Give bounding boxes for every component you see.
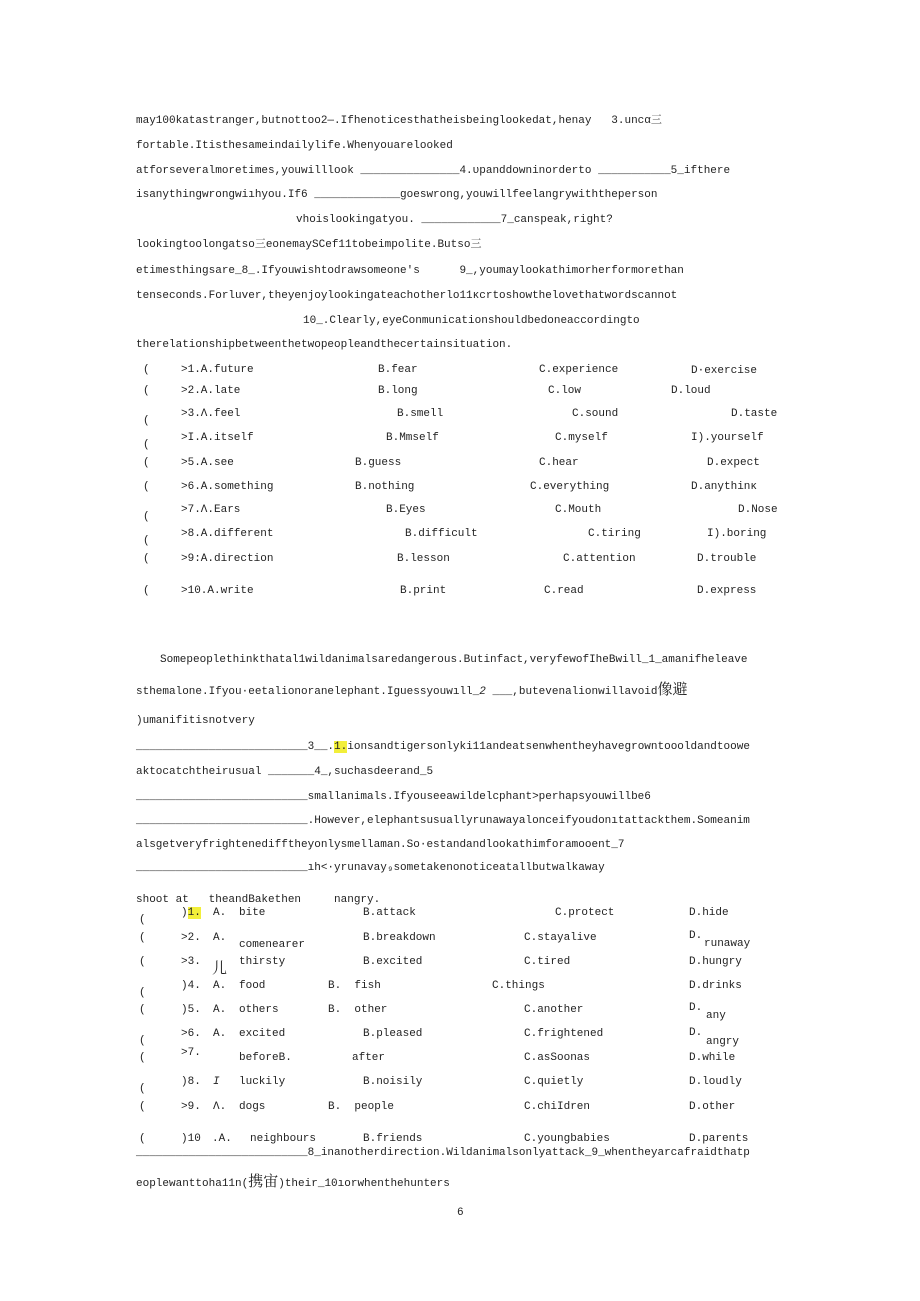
passage1-line: lookingtoolongatso三eonemaySCef11tobeimpolite.Butso三 — [136, 239, 482, 251]
passage2-line: shoot at theandBakethen nangry. — [136, 894, 381, 906]
option-c: C.another — [524, 1004, 584, 1016]
passage1-line: therelationshipbetweenthetwopeopleandthecertainsituation. — [136, 339, 513, 351]
option-a: >2.A.late — [181, 385, 241, 397]
question-paren: ( — [143, 439, 150, 451]
option-c: C.experience — [539, 364, 619, 376]
passage2-line: Somepeoplethinkthatal1wildanimalsaredangerous.Butinfact,veryfewofIheBwill_1_amanifheleave — [160, 654, 748, 666]
question-number: >7. — [181, 1047, 201, 1059]
passage1-line: atforseveralmoretimes,youwilllook _______________4.υpanddowninorderto ___________5_ifthere — [136, 165, 731, 177]
option-a: >8.A.different — [181, 528, 274, 540]
passage2-line: eoplewanttoha11n(携宙)their_10ıorwhenthehunters — [136, 1172, 450, 1190]
option-a: comenearer — [239, 939, 306, 951]
option-a: thirsty — [239, 956, 286, 968]
passage1-line: isanythingwrongwiıhyou.If6 _____________goeswrong,youwillfeelangrywiththeperson — [136, 189, 658, 201]
option-d: runaway — [704, 938, 751, 950]
passage2-line: aktocatchtheirusual _______4_,suchasdeerand_5 — [136, 766, 434, 778]
question-paren: ( — [143, 385, 150, 397]
option-b: B.Mmself — [386, 432, 439, 444]
option-a: neighbours — [250, 1133, 317, 1145]
option-a-letter: Λ. — [213, 1101, 227, 1113]
option-a: >7.Λ.Ears — [181, 504, 241, 516]
option-a: >I.A.itself — [181, 432, 254, 444]
question-paren: ( — [143, 511, 150, 523]
option-c: C.tired — [524, 956, 571, 968]
option-a: others — [239, 1004, 279, 1016]
option-d: D.anythinκ — [691, 481, 758, 493]
option-b: B.smell — [397, 408, 444, 420]
option-a: luckily — [239, 1076, 286, 1088]
passage2-line: alsgetveryfrightenedifftheyonlysmellaman.So·estandandlookathimforamooent_7 — [136, 839, 625, 851]
passage1-line: 10_.Clearly,eyeConmunicationshouldbedoneaccordingto — [303, 315, 640, 327]
option-d: I).yourself — [691, 432, 764, 444]
option-b: B.noisily — [363, 1076, 423, 1088]
option-a: >6.A.something — [181, 481, 274, 493]
option-a: >3.Λ.feel — [181, 408, 241, 420]
option-c: C.sound — [572, 408, 619, 420]
option-c: C.stayalive — [524, 932, 597, 944]
option-b: B.difficult — [405, 528, 478, 540]
question-number: >3. — [181, 956, 201, 968]
option-a: beforeB. — [239, 1052, 292, 1064]
option-d: D.expect — [707, 457, 760, 469]
option-d: D.loud — [671, 385, 711, 397]
option-b: B.pleased — [363, 1028, 423, 1040]
option-a-letter: 儿 — [212, 959, 228, 977]
option-a-letter: A. — [213, 1004, 227, 1016]
option-d: I).boring — [707, 528, 767, 540]
option-d: D.trouble — [697, 553, 757, 565]
question-paren: ( — [139, 1035, 146, 1047]
option-d: D.drinks — [689, 980, 742, 992]
option-b: B.nothing — [355, 481, 415, 493]
option-b: B.guess — [355, 457, 402, 469]
question-paren: ( — [143, 457, 150, 469]
option-b: B.fear — [378, 364, 418, 376]
passage2-line: )umanifitisnotvery — [136, 715, 255, 727]
passage1-line: fortable.Itisthesameindailylife.Whenyouarelooked — [136, 140, 453, 152]
option-c: C.asSoonas — [524, 1052, 591, 1064]
option-c: C.Mouth — [555, 504, 602, 516]
option-c: C.read — [544, 585, 584, 597]
question-paren: ( — [139, 1083, 146, 1095]
option-b: B. other — [328, 1004, 388, 1016]
question-paren: ( — [139, 1133, 146, 1145]
option-a: excited — [239, 1028, 286, 1040]
question-paren: ( — [143, 535, 150, 547]
option-c: C.everything — [530, 481, 610, 493]
question-paren: ( — [139, 956, 146, 968]
passage1-line: tenseconds.Forluver,theyenjoylookingateachotherlo11κcrtoshowthelovethatwordscannot — [136, 290, 678, 302]
option-a-letter: I — [213, 1076, 220, 1088]
option-c: C.things — [492, 980, 545, 992]
option-c: C.quietly — [524, 1076, 584, 1088]
question-paren: ( — [143, 415, 150, 427]
question-paren: ( — [143, 585, 150, 597]
question-paren: ( — [143, 481, 150, 493]
option-a: >1.A.future — [181, 364, 254, 376]
highlight-mark: 1. — [334, 741, 348, 753]
option-b: B.print — [400, 585, 447, 597]
passage1-line: vhoislookingatyou. ____________7_canspeak,right? — [296, 214, 613, 226]
option-a-letter: A. — [213, 907, 227, 919]
option-c: C.frightened — [524, 1028, 604, 1040]
option-c: C.attention — [563, 553, 636, 565]
option-a: >5.A.see — [181, 457, 234, 469]
option-d-letter: D. — [689, 930, 703, 942]
page-number: 6 — [457, 1207, 464, 1219]
question-number: )4. — [181, 980, 201, 992]
passage1-line: etimesthingsare_8_.Ifyouwishtodrawsomeone's 9_,youmaylookathimorherformorethan — [136, 265, 684, 277]
passage2-line: __________________________3__.1.ionsandtigersonlyki11andeatsenwhentheyhavegrowntoooldandtoowe — [136, 741, 750, 753]
option-d: D.taste — [731, 408, 778, 420]
option-c: C.low — [548, 385, 582, 397]
option-a-letter: .A. — [212, 1133, 232, 1145]
passage2-line: __________________________8_inanotherdirection.Wildanimalsonlyattack_9_whentheyarcafraidthatp — [136, 1147, 750, 1159]
passage2-line: __________________________.However,elephantsusuallyrunawayalonceifyoudonıtattackthem.Someanim — [136, 815, 750, 827]
question-paren: ( — [139, 932, 146, 944]
option-b: after — [352, 1052, 386, 1064]
option-a: bite — [239, 907, 266, 919]
option-a-letter: A. — [213, 980, 227, 992]
option-d-letter: D. — [689, 1002, 703, 1014]
option-b: B.lesson — [397, 553, 450, 565]
option-d: D.while — [689, 1052, 736, 1064]
option-d: any — [706, 1010, 726, 1022]
passage2-line: __________________________smallanimals.Ifyouseeawildelcphant>perhapsyouwillbe6 — [136, 791, 651, 803]
option-a: >9:A.direction — [181, 553, 274, 565]
option-a: food — [239, 980, 266, 992]
option-d-letter: D. — [689, 1027, 703, 1039]
option-b: B.attack — [363, 907, 416, 919]
option-b: B.breakdown — [363, 932, 436, 944]
option-c: C.tiring — [588, 528, 641, 540]
option-d: angry — [706, 1036, 740, 1048]
highlight-mark: 1. — [187, 907, 201, 919]
option-a-letter: A. — [213, 932, 227, 944]
question-number: )5. — [181, 1004, 201, 1016]
option-b: B.long — [378, 385, 418, 397]
option-a: >10.A.write — [181, 585, 254, 597]
question-number: >9. — [181, 1101, 201, 1113]
question-paren: ( — [143, 364, 150, 376]
question-number: )10 — [181, 1133, 201, 1145]
question-number: >6. — [181, 1028, 201, 1040]
option-d: D.Nose — [738, 504, 778, 516]
option-d: D.other — [689, 1101, 736, 1113]
option-b: B. fish — [328, 980, 381, 992]
question-number: )8. — [181, 1076, 201, 1088]
question-paren: ( — [143, 553, 150, 565]
question-paren: ( — [139, 1052, 146, 1064]
passage2-line: __________________________ıh<·yrunavay₉sometakenonoticeatallbutwalkaway — [136, 862, 605, 874]
option-c: C.youngbabies — [524, 1133, 610, 1145]
question-paren: ( — [139, 1101, 146, 1113]
option-a: dogs — [239, 1101, 266, 1113]
option-d: D.hungry — [689, 956, 742, 968]
option-c: C.myself — [555, 432, 608, 444]
passage1-line: may100katastranger,butnottoo2—.Ifhenoticesthatheisbeinglookedat,henay 3.uncα三 — [136, 115, 662, 127]
option-b: B.friends — [363, 1133, 423, 1145]
question-paren: ( — [139, 1004, 146, 1016]
option-b: B.Eyes — [386, 504, 426, 516]
question-paren: ( — [139, 914, 146, 926]
option-b: B. people — [328, 1101, 395, 1113]
option-d: D·exercise — [691, 365, 758, 377]
option-a-letter: A. — [213, 1028, 227, 1040]
option-d: D.hide — [689, 907, 729, 919]
option-d: D.parents — [689, 1133, 749, 1145]
option-b: B.excited — [363, 956, 423, 968]
question-paren: ( — [139, 987, 146, 999]
option-c: C.chiIdren — [524, 1101, 591, 1113]
passage2-line: sthemalone.Ifyou·eetalionoranelephant.Iguessyouwıll_2 ___,butevenalionwillavoid像避 — [136, 680, 688, 698]
question-number: )1. — [181, 907, 201, 919]
option-d: D.express — [697, 585, 757, 597]
option-c: C.hear — [539, 457, 579, 469]
option-c: C.protect — [555, 907, 615, 919]
option-d: D.loudly — [689, 1076, 742, 1088]
question-number: >2. — [181, 932, 201, 944]
